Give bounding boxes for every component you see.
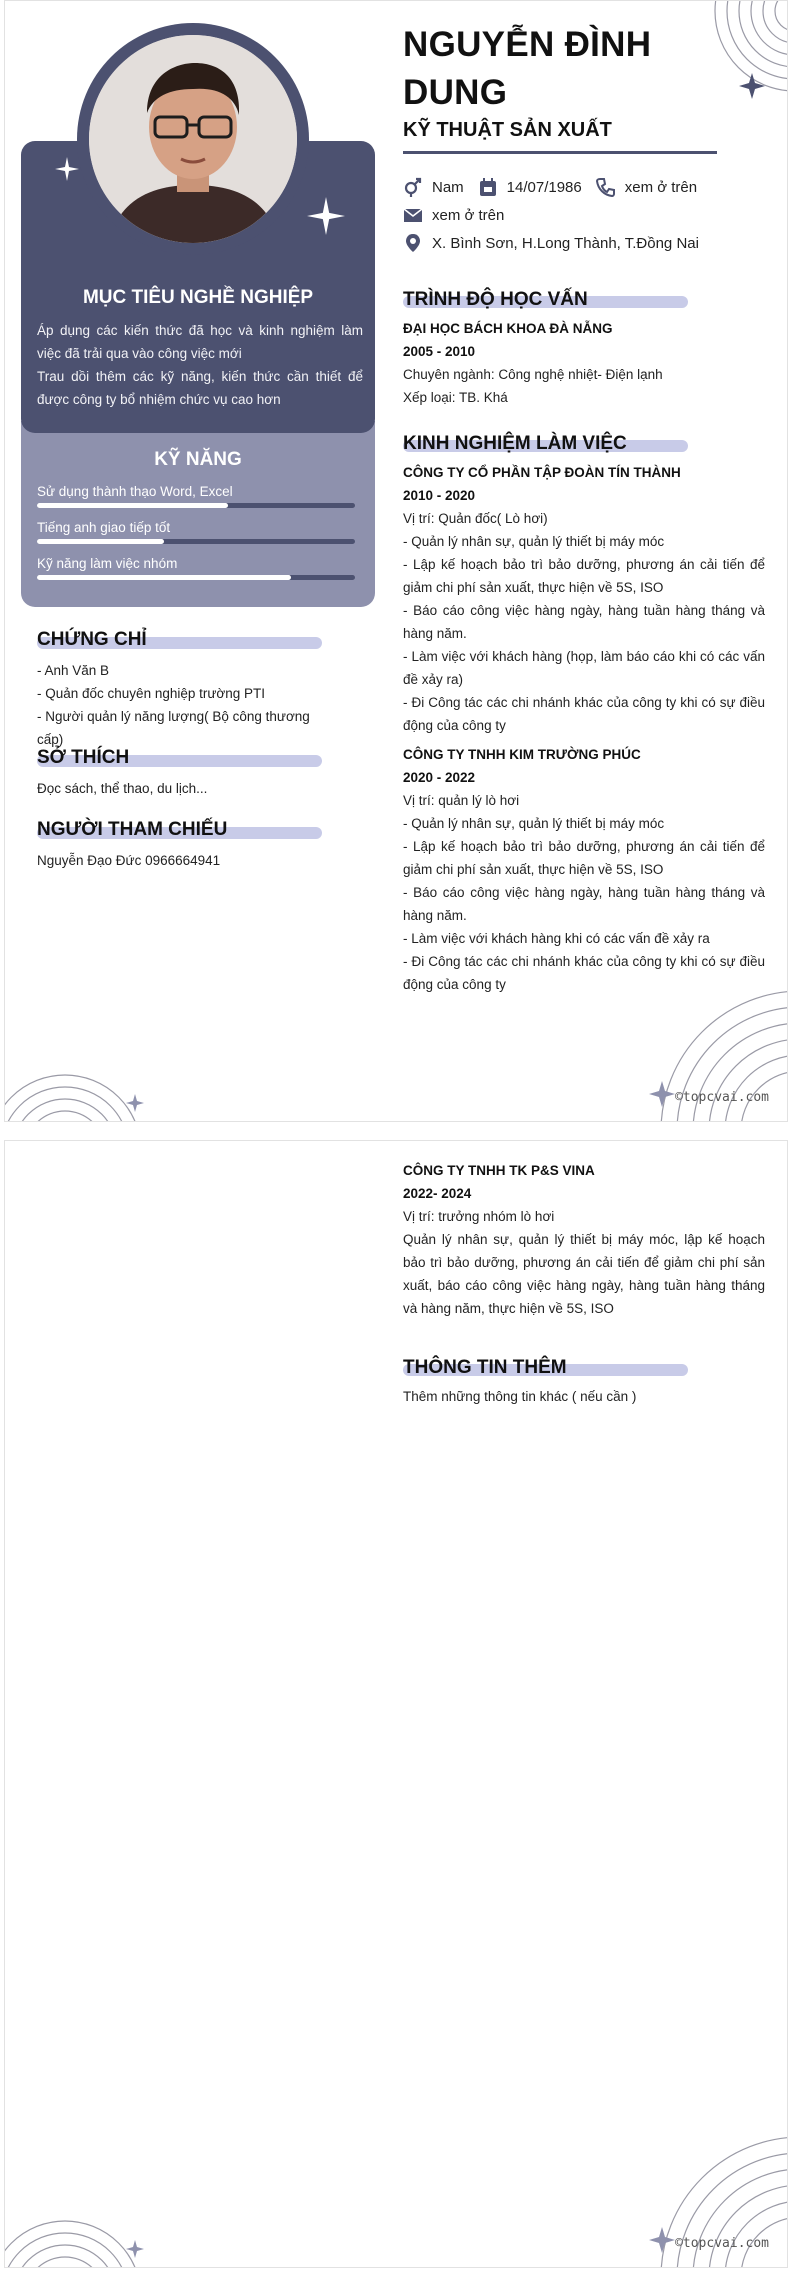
- objective-text: [37, 319, 363, 411]
- hobbies-text: Đọc sách, thể thao, du lịch...: [37, 781, 208, 796]
- company-name: CÔNG TY CỔ PHẦN TẬP ĐOÀN TÍN THÀNH: [403, 465, 681, 480]
- decorative-rings-bottom-left: [5, 1061, 145, 1121]
- job-line: - Lập kế hoạch bảo trì bảo dưỡng, phương án cải tiến để giảm chi phí sản xuất, thực hiện về 5S, ISO: [403, 839, 765, 877]
- job-line: Quản lý nhân sự, quản lý thiết bị máy móc, lập kế hoạch bảo trì bảo dưỡng, phương án cải tiến để giảm chi phí sản xuất, báo cáo công việc hàng ngày, hàng tuần hàng tháng và hàng năm, thực hiện về 5S, ISO: [403, 1232, 765, 1316]
- experience-section: [403, 433, 765, 996]
- company-name: CÔNG TY TNHH KIM TRƯỜNG PHÚC: [403, 747, 641, 762]
- location-icon: [403, 233, 423, 253]
- skill-bar-fill: [37, 539, 164, 544]
- education-period: 2005 - 2010: [403, 344, 476, 359]
- skill-label: Kỹ năng làm việc nhóm: [37, 556, 178, 571]
- references-section: [37, 819, 337, 872]
- phone-value: xem ở trên: [624, 178, 698, 196]
- cv-page-1: [4, 0, 788, 1122]
- education-section: [403, 289, 765, 409]
- job-period: 2020 - 2022: [403, 770, 476, 785]
- education-major: Chuyên ngành: Công nghệ nhiệt- Điện lạnh: [403, 367, 663, 382]
- contact-row: [403, 177, 711, 197]
- job-line: Vị trí: Quản đốc( Lò hơi): [403, 511, 548, 526]
- experience-continued: [403, 1159, 765, 1320]
- job-line: - Báo cáo công việc hàng ngày, hàng tuần hàng tháng và hàng năm.: [403, 603, 765, 641]
- skill-bar: [37, 503, 355, 508]
- skill-bar-fill: [37, 503, 228, 508]
- company-name: CÔNG TY TNHH TK P&S VINA: [403, 1163, 595, 1178]
- contact-birthday: [478, 177, 582, 197]
- skill-item: [37, 484, 355, 508]
- experience-job: [403, 461, 765, 737]
- skill-label: Sử dụng thành thạo Word, Excel: [37, 484, 233, 499]
- email-value: xem ở trên: [432, 206, 505, 224]
- job-line: - Báo cáo công việc hàng ngày, hàng tuần hàng tháng và hàng năm.: [403, 885, 765, 923]
- cv-page-2: [4, 1140, 788, 2268]
- job-period: 2022- 2024: [403, 1186, 472, 1201]
- title-divider: [403, 151, 717, 154]
- experience-job: [403, 1159, 765, 1320]
- objective-line: Áp dụng các kiến thức đã học và kinh nghiệm làm việc đã trải qua vào công việc mới: [37, 323, 363, 361]
- sparkle-icon: [55, 157, 79, 181]
- hobbies-section: [37, 747, 337, 800]
- job-title: KỸ THUẬT SẢN XUẤT: [403, 119, 612, 141]
- education-grade: Xếp loại: TB. Khá: [403, 390, 508, 405]
- skill-item: [37, 556, 355, 580]
- contact-row: [403, 233, 713, 253]
- list-item: - Quản đốc chuyên nghiệp trường PTI: [37, 686, 266, 701]
- job-line: - Quản lý nhân sự, quản lý thiết bị máy móc: [403, 816, 665, 831]
- extra-section: [403, 1357, 765, 1408]
- avatar: [89, 35, 297, 243]
- job-line: - Lập kế hoạch bảo trì bảo dưỡng, phương án cải tiến để giảm chi phí sản xuất, thực hiện về 5S, ISO: [403, 557, 765, 595]
- extra-title: THÔNG TIN THÊM: [403, 1357, 765, 1379]
- avatar-frame: [77, 23, 309, 255]
- education-title: TRÌNH ĐỘ HỌC VẤN: [403, 289, 765, 311]
- job-line: Vị trí: quản lý lò hơi: [403, 793, 520, 808]
- address-value: X. Bình Sơn, H.Long Thành, T.Đồng Nai: [432, 234, 699, 252]
- job-period: 2010 - 2020: [403, 488, 476, 503]
- school-name: ĐẠI HỌC BÁCH KHOA ĐÀ NẴNG: [403, 321, 613, 336]
- watermark: ©topcvai.com: [675, 2236, 769, 2251]
- contact-row: [403, 205, 518, 225]
- avatar-portrait-icon: [89, 35, 297, 243]
- job-line: Vị trí: trưởng nhóm lò hơi: [403, 1209, 555, 1224]
- job-line: - Đi Công tác các chi nhánh khác của công ty khi có sự điều động của công ty: [403, 954, 765, 992]
- birthday-value: 14/07/1986: [506, 178, 582, 196]
- gender-icon: [403, 177, 423, 197]
- experience-title: KINH NGHIỆM LÀM VIỆC: [403, 433, 765, 455]
- skill-label: Tiếng anh giao tiếp tốt: [37, 520, 171, 535]
- references-title: NGƯỜI THAM CHIẾU: [37, 819, 337, 843]
- job-line: - Làm việc với khách hàng (họp, làm báo cáo khi có các vấn đề xảy ra): [403, 649, 765, 687]
- sparkle-icon: [307, 197, 345, 235]
- list-item: - Anh Văn B: [37, 663, 110, 678]
- skills-title: KỸ NĂNG: [154, 449, 242, 470]
- skill-bar: [37, 575, 355, 580]
- job-line: - Làm việc với khách hàng khi có các vấn đề xảy ra: [403, 931, 710, 946]
- certificates-title: CHỨNG CHỈ: [37, 629, 337, 653]
- skill-bar: [37, 539, 355, 544]
- calendar-icon: [478, 177, 498, 197]
- contact-address: [403, 233, 699, 253]
- contact-email: [403, 205, 504, 225]
- gender-value: Nam: [432, 178, 464, 196]
- email-icon: [403, 205, 423, 225]
- job-line: - Đi Công tác các chi nhánh khác của công ty khi có sự điều động của công ty: [403, 695, 765, 733]
- skill-bar-fill: [37, 575, 291, 580]
- contact-gender: [403, 177, 464, 197]
- certificates-list: [37, 659, 337, 751]
- skill-item: [37, 520, 355, 544]
- certificates-section: [37, 629, 337, 751]
- decorative-rings-bottom-left: [5, 2207, 145, 2267]
- education-body: [403, 317, 765, 409]
- list-item: - Người quản lý năng lượng( Bộ công thương cấp): [37, 709, 310, 747]
- hobbies-title: SỞ THÍCH: [37, 747, 337, 771]
- references-text: Nguyễn Đạo Đức 0966664941: [37, 853, 221, 868]
- experience-job: [403, 743, 765, 996]
- contact-phone: [596, 177, 697, 197]
- objective-title: MỤC TIÊU NGHỀ NGHIỆP: [82, 287, 314, 308]
- job-line: - Quản lý nhân sự, quản lý thiết bị máy móc: [403, 534, 665, 549]
- phone-icon: [596, 177, 616, 197]
- objective-line: Trau dồi thêm các kỹ năng, kiến thức cần thiết để được công ty bổ nhiệm chức vụ cao hơn: [37, 369, 363, 407]
- watermark: ©topcvai.com: [675, 1090, 769, 1105]
- extra-text: Thêm những thông tin khác ( nếu cần ): [403, 1389, 637, 1404]
- candidate-name: NGUYỄN ĐÌNH DUNG: [403, 25, 652, 112]
